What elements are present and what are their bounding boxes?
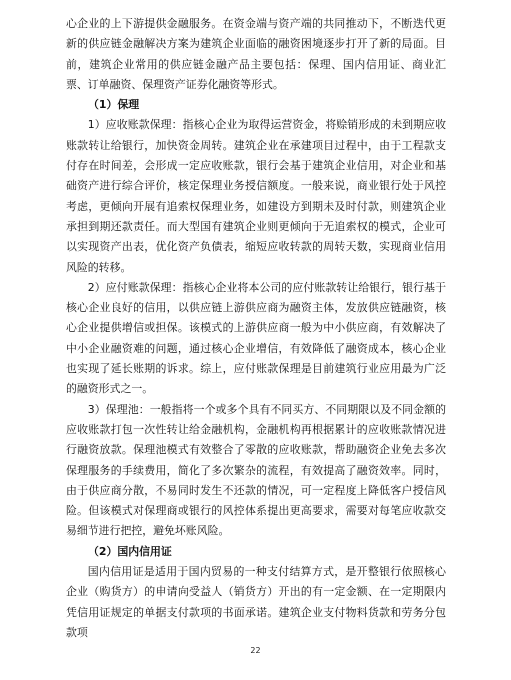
paragraph-receivables-factoring: 1）应收账款保理：指核心企业为取得运营资金，将赊销形成的未到期应收账款转让给银行，加快资金周转。建筑企业在承建项目过程中，由于工程款支付存在时间差，会形成一定应收账款，银行会基于建筑企业信用，对企业和基础资产进行综合评价，核定保理业务授信额度。一般来说，商业银行处于风控考虑，更倾向开展有追索权保理业务，如建设方到期未及时付款，则建筑企业承担到期还款责任。而大型国有建筑企业则更倾向于无追索权的模式，企业可以实现资产出表，优化资产负债表，缩短应收转款的周转天数，实现商业信用风险的转移。 (66, 118, 446, 274)
paragraph-payables-factoring: 2）应付账款保理：指核心企业将本公司的应付账款转让给银行，银行基于核心企业良好的信用，以供应链上游供应商为融资主体，发放供应链融资，核心企业提供增信或担保。该模式的上游供应商一般为中小供应商，有效解决了中小企业融资难的问题，通过核心企业增信，有效降低了融资成本，核心企业也实现了延长账期的诉求。综上，应付账款保理是目前建筑行业应用最为广泛的融资形式之一。 (66, 280, 446, 396)
paragraph-factoring-pool: 3）保理池：一般指将一个或多个具有不同买方、不同期限以及不同金额的应收账款打包一次性转让给金融机构，金融机构再根据累计的应收账款情况进行融资放款。保理池模式有效整合了零散的应收账款，帮助融资企业免去多次保理服务的手续费用，简化了多次繁杂的流程，有效提高了融资效率。同时，由于供应商分散，不易同时发生不还款的情况，可一定程度上降低客户授信风险。但该模式对保理商或银行的风控体系提出更高要求，需要对每笔应收款交易细节进行把控，避免坏账风险。 (66, 402, 446, 538)
paragraph-intro: 心企业的上下游提供金融服务。在资金端与资产端的共同推动下，不断迭代更新的供应链金融解决方案为建筑企业面临的融资困境逐步打开了新的局面。目前，建筑企业常用的供应链金融产品主要包括：保理、国内信用证、商业汇票、订单融资、保理资产证券化融资等形式。 (66, 17, 446, 91)
section-heading-factoring: （1）保理 (88, 98, 140, 112)
section-heading-domestic-letter-of-credit: （2）国内信用证 (88, 544, 172, 558)
paragraph-domestic-letter-of-credit: 国内信用证是适用于国内贸易的一种支付结算方式，是开整银行依照核心企业（购货方）的申请向受益人（销货方）开出的有一定金额、在一定期限内凭信用证规定的单据支付款项的书面承诺。建筑企业支付物料货款和劳务分包款项 (66, 565, 446, 639)
page-body (66, 14, 446, 643)
page-number: 22 (250, 646, 261, 655)
